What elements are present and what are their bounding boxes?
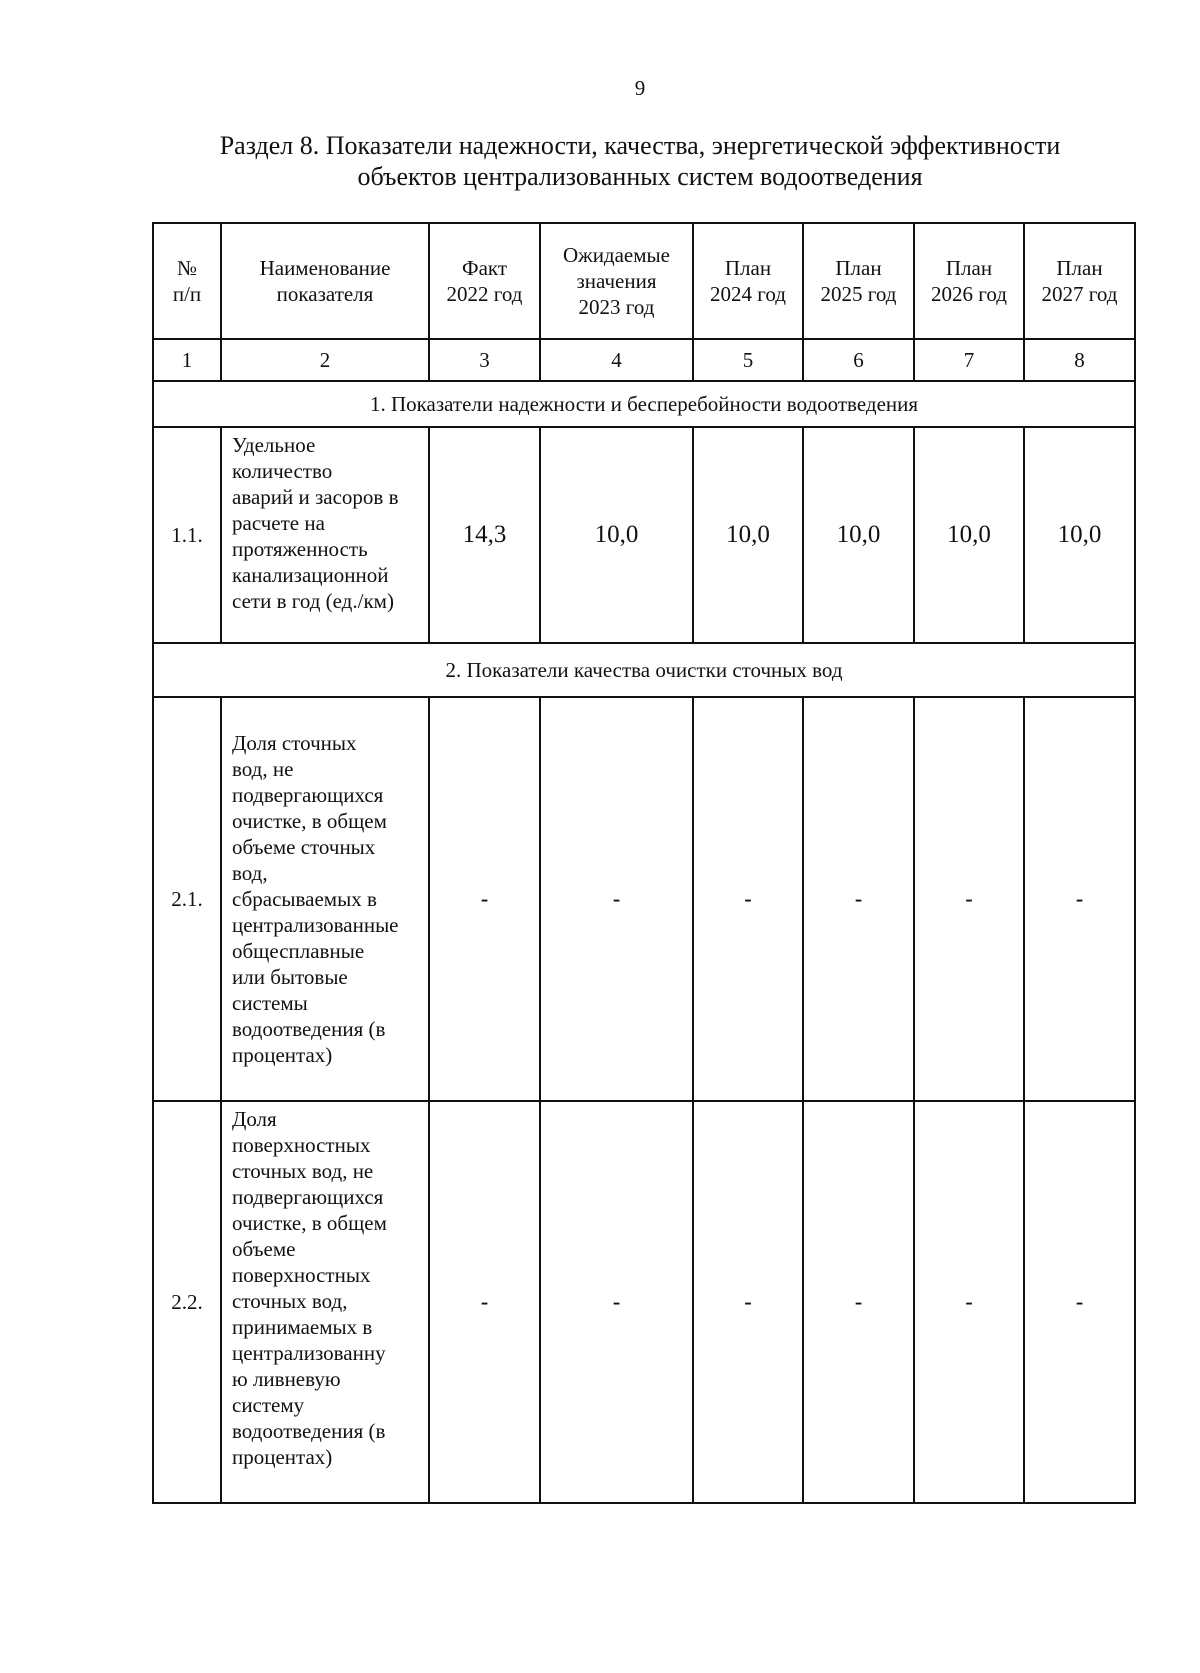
value-cell: 10,0 [914, 427, 1024, 643]
value-cell: - [540, 1101, 693, 1503]
row-number: 2.1. [153, 697, 221, 1101]
value-cell: - [693, 697, 803, 1101]
column-number: 1 [153, 339, 221, 381]
indicator-name: Доля сточных вод, не подвергающихся очистке, в общем объеме сточных вод, сбрасываемых в централизованные общесплавные или бытовые системы водоотведения (в процентах) [221, 697, 429, 1101]
value-cell: - [693, 1101, 803, 1503]
value-cell: - [803, 1101, 914, 1503]
row-number: 1.1. [153, 427, 221, 643]
value-cell: 10,0 [693, 427, 803, 643]
table-row [153, 427, 1135, 643]
value-cell: - [914, 1101, 1024, 1503]
header-cell: План 2025 год [803, 223, 914, 339]
section-header-row [153, 643, 1135, 697]
header-row [153, 223, 1135, 339]
value-cell: - [803, 697, 914, 1101]
indicator-name: Доля поверхностных сточных вод, не подвергающихся очистке, в общем объеме поверхностных сточных вод, принимаемых в централизованну ю ливневую систему водоотведения (в процентах) [221, 1101, 429, 1503]
section-title [150, 130, 1130, 192]
page-number: 9 [634, 76, 646, 100]
column-number: 7 [914, 339, 1024, 381]
section-header-row [153, 381, 1135, 427]
indicators-table [152, 222, 1136, 1504]
value-cell: - [1024, 697, 1135, 1101]
column-number: 8 [1024, 339, 1135, 381]
table-row [153, 697, 1135, 1101]
value-cell: - [540, 697, 693, 1101]
section-header: 2. Показатели качества очистки сточных вод [153, 643, 1135, 697]
value-cell: - [1024, 1101, 1135, 1503]
value-cell: - [429, 697, 540, 1101]
column-number: 6 [803, 339, 914, 381]
header-cell: План 2027 год [1024, 223, 1135, 339]
value-cell: 10,0 [1024, 427, 1135, 643]
column-number-row [153, 339, 1135, 381]
row-number: 2.2. [153, 1101, 221, 1503]
value-cell: - [914, 697, 1024, 1101]
column-number: 2 [221, 339, 429, 381]
header-cell: № п/п [153, 223, 221, 339]
value-cell: 10,0 [803, 427, 914, 643]
section-title-line-1: Раздел 8. Показатели надежности, качества, энергетической эффективности [219, 131, 1061, 160]
header-cell: План 2026 год [914, 223, 1024, 339]
header-cell: Ожидаемые значения 2023 год [540, 223, 693, 339]
value-cell: 10,0 [540, 427, 693, 643]
value-cell: - [429, 1101, 540, 1503]
header-cell: Факт 2022 год [429, 223, 540, 339]
table-row [153, 1101, 1135, 1503]
value-cell: 14,3 [429, 427, 540, 643]
header-cell: План 2024 год [693, 223, 803, 339]
header-cell: Наименование показателя [221, 223, 429, 339]
section-header: 1. Показатели надежности и бесперебойности водоотведения [153, 381, 1135, 427]
column-number: 4 [540, 339, 693, 381]
section-title-line-2: объектов централизованных систем водоотведения [357, 162, 923, 191]
column-number: 5 [693, 339, 803, 381]
indicator-name: Удельное количество аварий и засоров в расчете на протяженность канализационной сети в год (ед./км) [221, 427, 429, 643]
column-number: 3 [429, 339, 540, 381]
